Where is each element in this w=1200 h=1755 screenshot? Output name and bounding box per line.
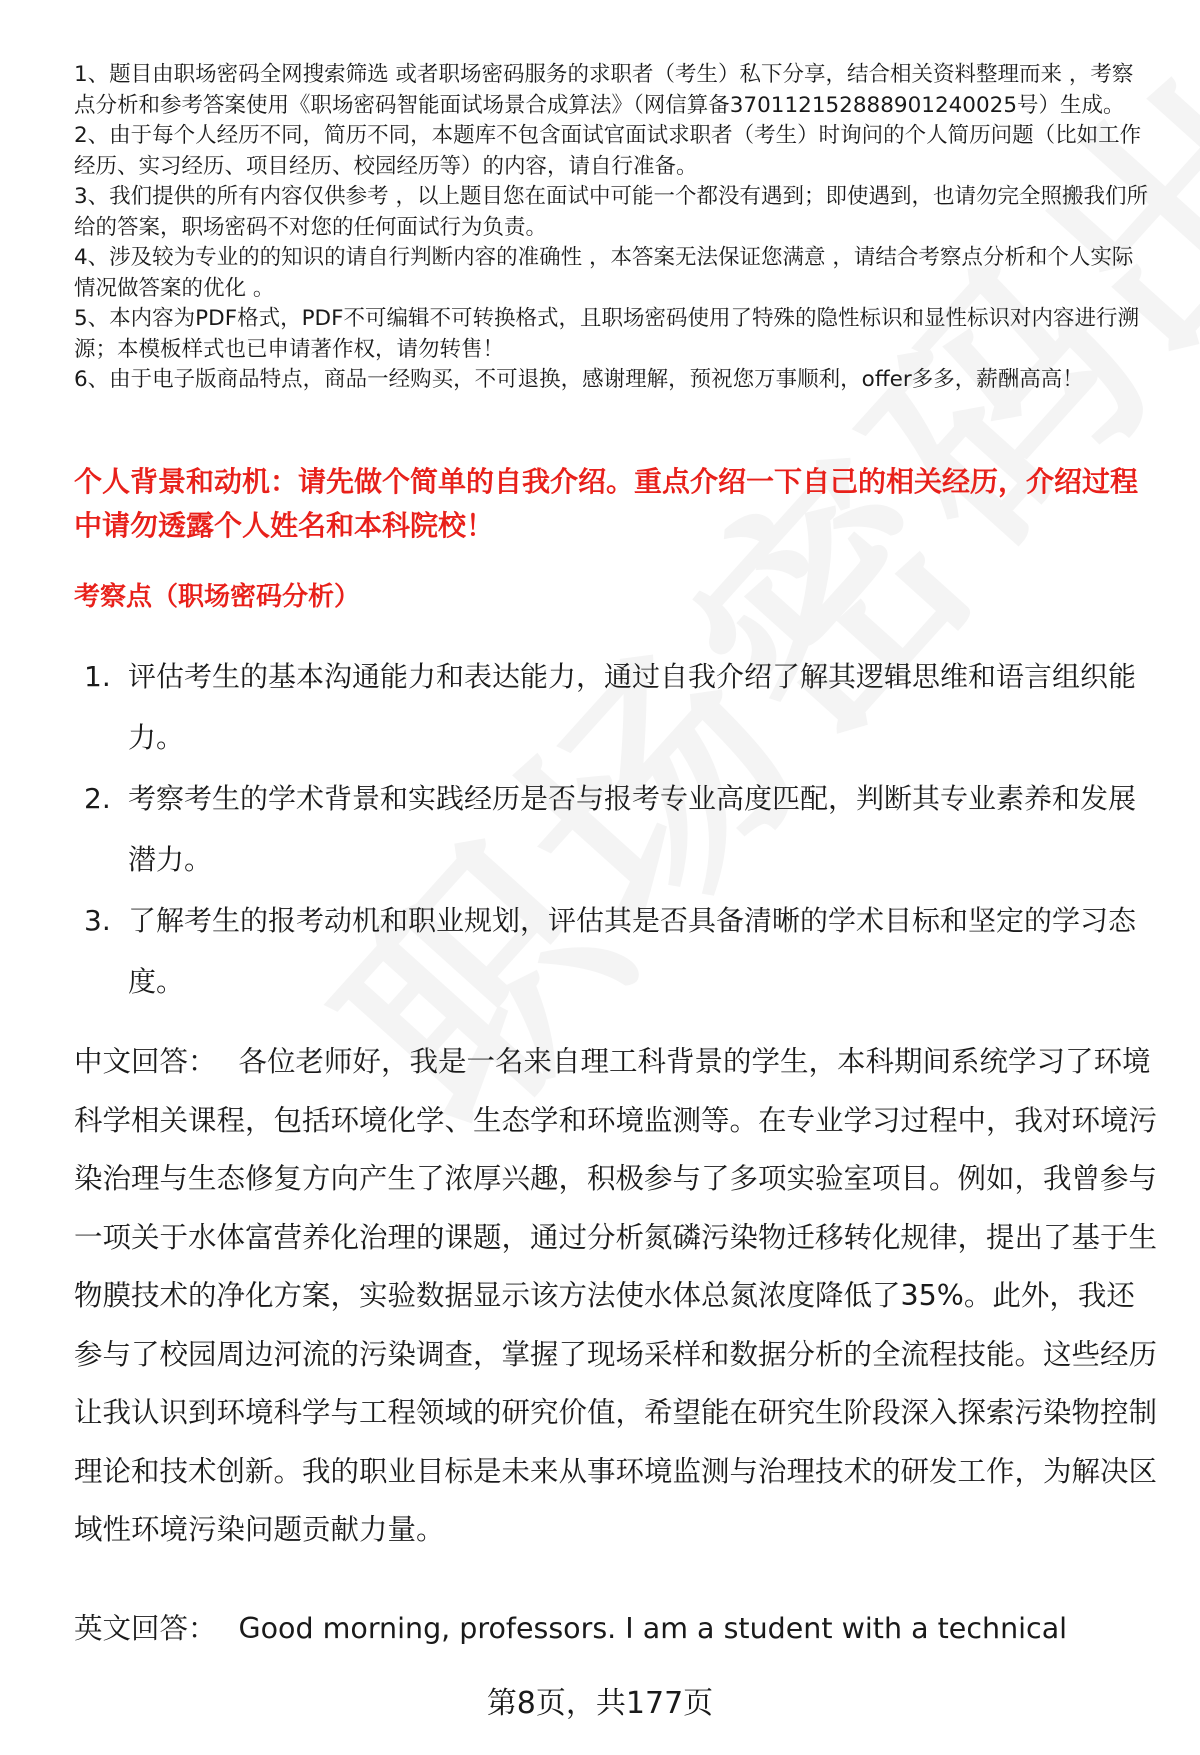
disclaimer-notes	[74, 60, 1154, 396]
answer-english	[74, 1600, 1160, 1659]
note-2: 2、由于每个人经历不同，简历不同，本题库不包含面试官面试求职者（考生）时询问的个人简历问题（比如工作经历、实习经历、项目经历、校园经历等）的内容，请自行准备。	[74, 123, 1142, 179]
point-text: 评估考生的基本沟通能力和表达能力，通过自我介绍了解其逻辑思维和语言组织能力。	[128, 660, 1137, 754]
point-number: 3.	[84, 904, 111, 937]
answer-chinese-label: 中文回答：	[74, 1045, 217, 1078]
note-5: 5、本内容为PDF格式，PDF不可编辑不可转换格式，且职场密码使用了特殊的隐性标识和显性标识对内容进行溯源；本模板样式也已申请著作权，请勿转售！	[74, 306, 1139, 362]
assessment-points	[74, 646, 1154, 1012]
section-title: 考察点（职场密码分析）	[74, 582, 361, 612]
point-text: 考察考生的学术背景和实践经历是否与报考专业高度匹配，判断其专业素养和发展潜力。	[128, 782, 1137, 876]
list-item	[74, 646, 1154, 768]
point-number: 1.	[84, 660, 111, 693]
answer-chinese	[74, 1033, 1160, 1560]
question-title: 个人背景和动机：请先做个简单的自我介绍。重点介绍一下自己的相关经历，介绍过程中请勿透露个人姓名和本科院校！	[74, 465, 1139, 542]
list-item	[74, 768, 1154, 890]
answer-english-text: Good morning, professors. I am a student with a technical	[238, 1612, 1068, 1645]
page-number: 第8页，共177页	[486, 1686, 714, 1721]
note-6: 6、由于电子版商品特点，商品一经购买，不可退换，感谢理解，预祝您万事顺利，offer多多，薪酬高高！	[74, 367, 1084, 392]
note-3: 3、我们提供的所有内容仅供参考 ，以上题目您在面试中可能一个都没有遇到；即使遇到，也请勿完全照搬我们所给的答案，职场密码不对您的任何面试行为负责。	[74, 184, 1149, 240]
note-4: 4、涉及较为专业的的知识的请自行判断内容的准确性 ，本答案无法保证您满意 ，请结合考察点分析和个人实际情况做答案的优化 。	[74, 245, 1134, 301]
note-1: 1、题目由职场密码全网搜索筛选 或者职场密码服务的求职者（考生）私下分享，结合相关资料整理而来 ，考察点分析和参考答案使用《职场密码智能面试场景合成算法》（网信算备370112152888901240025号）生成。	[74, 62, 1134, 118]
list-item	[74, 890, 1154, 1012]
answer-chinese-text: 各位老师好，我是一名来自理工科背景的学生，本科期间系统学习了环境科学相关课程，包括环境化学、生态学和环境监测等。在专业学习过程中，我对环境污染治理与生态修复方向产生了浓厚兴趣，积极参与了多项实验室项目。例如，我曾参与一项关于水体富营养化治理的课题，通过分析氮磷污染物迁移转化规律，提出了基于生物膜技术的净化方案，实验数据显示该方法使水体总氮浓度降低了35%。此外，我还参与了校园周边河流的污染调查，掌握了现场采样和数据分析的全流程技能。这些经历让我认识到环境科学与工程领域的研究价值，希望能在研究生阶段深入探索污染物控制理论和技术创新。我的职业目标是未来从事环境监测与治理技术的研发工作，为解决区域性环境污染问题贡献力量。	[74, 1045, 1158, 1546]
point-text: 了解考生的报考动机和职业规划，评估其是否具备清晰的学术目标和坚定的学习态度。	[128, 904, 1137, 998]
point-number: 2.	[84, 782, 111, 815]
answer-english-label: 英文回答：	[74, 1612, 217, 1645]
